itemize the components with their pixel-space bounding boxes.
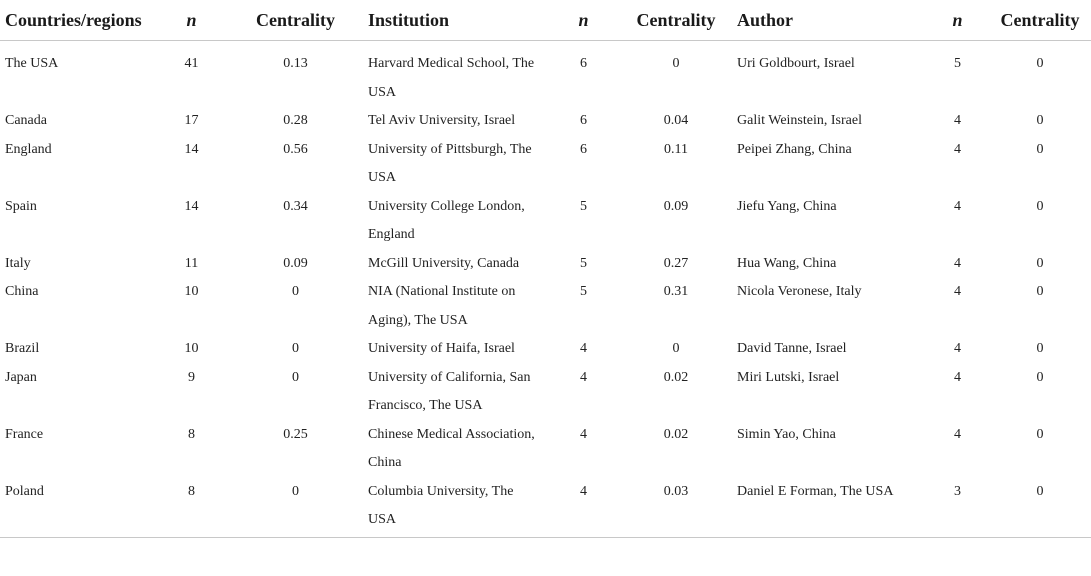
- cell-author: Nicola Veronese, Italy: [737, 284, 862, 299]
- header-institution: Institution: [368, 0, 552, 41]
- header-centrality-author: Centrality: [989, 0, 1091, 41]
- table-row: [0, 278, 1091, 335]
- cell-country: Canada: [5, 113, 47, 128]
- cell-country-centrality: 0.56: [283, 141, 308, 157]
- cell-country-n: 10: [184, 284, 199, 299]
- cell-author-centrality: 0: [1036, 198, 1044, 214]
- cell-country-centrality: 0.28: [283, 113, 308, 128]
- header-n-author: n: [926, 0, 989, 41]
- cell-country-centrality: 0.13: [283, 56, 308, 71]
- cell-country-n: 17: [184, 113, 199, 128]
- cell-country-n: 14: [184, 141, 199, 157]
- cell-country-centrality: 0.34: [283, 198, 308, 214]
- table-row: [0, 193, 1091, 250]
- header-author: Author: [737, 0, 926, 41]
- cell-country: England: [5, 141, 52, 157]
- cell-author: Peipei Zhang, China: [737, 141, 852, 157]
- cell-institution-centrality: 0.04: [663, 113, 689, 128]
- cell-institution-centrality: 0.02: [663, 369, 689, 385]
- cell-author-n: 4: [954, 141, 961, 157]
- cell-country-centrality: 0.09: [283, 255, 308, 271]
- table-row: [0, 136, 1091, 193]
- cell-country-n: 9: [188, 369, 195, 385]
- cell-institution-centrality: 0.31: [663, 284, 689, 299]
- cell-institution-n: 5: [580, 198, 587, 214]
- cell-country-centrality: 0: [292, 369, 299, 385]
- table-row: [0, 107, 1091, 136]
- cell-author: Miri Lutski, Israel: [737, 369, 840, 385]
- cell-institution-n: 6: [580, 56, 587, 71]
- cell-institution-n: 5: [580, 255, 587, 271]
- cell-institution: Columbia University, The USA: [368, 483, 514, 527]
- table-row: [0, 421, 1091, 478]
- cell-author: Simin Yao, China: [737, 426, 836, 442]
- cell-author-n: 4: [954, 198, 961, 214]
- cell-institution-n: 4: [580, 426, 587, 442]
- cell-country: Japan: [5, 369, 37, 385]
- cell-author-centrality: 0: [1036, 369, 1044, 385]
- cell-author-n: 4: [954, 341, 961, 356]
- table-row: [0, 41, 1091, 108]
- header-n-countries: n: [160, 0, 223, 41]
- cell-country-n: 41: [184, 56, 199, 71]
- cell-author-n: 4: [954, 255, 961, 271]
- cell-institution: NIA (National Institute on Aging), The USA: [368, 284, 516, 328]
- header-n-institution: n: [552, 0, 615, 41]
- header-centrality-countries: Centrality: [223, 0, 368, 41]
- cell-institution: Chinese Medical Association, China: [368, 426, 535, 470]
- cell-country-centrality: 0: [292, 483, 299, 499]
- cell-author: David Tanne, Israel: [737, 341, 847, 356]
- cell-country: China: [5, 284, 39, 299]
- cell-institution-n: 4: [580, 341, 587, 356]
- cell-country: The USA: [5, 56, 59, 71]
- cell-author: Hua Wang, China: [737, 255, 837, 271]
- cell-country-centrality: 0.25: [283, 426, 308, 442]
- cell-country-centrality: 0: [292, 341, 299, 356]
- cell-institution-centrality: 0: [672, 341, 680, 356]
- cell-author: Jiefu Yang, China: [737, 198, 837, 214]
- cell-country-n: 8: [188, 483, 195, 499]
- cell-country: Brazil: [5, 341, 40, 356]
- cell-country-n: 14: [184, 198, 199, 214]
- cell-author-n: 4: [954, 369, 961, 385]
- table-body: [0, 41, 1091, 538]
- table-row: [0, 364, 1091, 421]
- cell-author-centrality: 0: [1036, 113, 1044, 128]
- header-centrality-institution: Centrality: [615, 0, 737, 41]
- cell-institution-n: 6: [580, 113, 587, 128]
- cell-author-centrality: 0: [1036, 255, 1044, 271]
- cell-author-centrality: 0: [1036, 284, 1044, 299]
- cell-institution-n: 5: [580, 284, 587, 299]
- cell-author-centrality: 0: [1036, 483, 1044, 499]
- cell-institution-centrality: 0.27: [663, 255, 689, 271]
- cell-author-n: 5: [954, 56, 961, 71]
- cell-author-n: 4: [954, 284, 961, 299]
- cell-institution-centrality: 0: [672, 56, 680, 71]
- cell-institution-centrality: 0.11: [664, 141, 688, 157]
- cell-institution: Tel Aviv University, Israel: [368, 113, 516, 128]
- cell-author-n: 4: [954, 113, 961, 128]
- cell-institution: University of Pittsburgh, The USA: [368, 141, 532, 185]
- cell-author-centrality: 0: [1036, 141, 1044, 157]
- cell-country-n: 10: [184, 341, 199, 356]
- cell-institution: Harvard Medical School, The USA: [368, 56, 535, 100]
- cell-author: Uri Goldbourt, Israel: [737, 56, 855, 71]
- cell-institution-centrality: 0.09: [663, 198, 689, 214]
- cell-country: Poland: [5, 483, 44, 499]
- cell-institution: University of Haifa, Israel: [368, 341, 515, 356]
- cell-author-centrality: 0: [1036, 426, 1044, 442]
- cell-author-centrality: 0: [1036, 341, 1044, 356]
- table-header-row: [0, 0, 1091, 41]
- header-countries: Countries/regions: [0, 0, 160, 41]
- table-row: [0, 250, 1091, 279]
- cell-country: Italy: [5, 255, 31, 271]
- cell-country-n: 8: [188, 426, 195, 442]
- cell-country-centrality: 0: [292, 284, 299, 299]
- cell-country-n: 11: [184, 255, 199, 271]
- cell-institution-centrality: 0.03: [663, 483, 689, 499]
- table-row: [0, 478, 1091, 538]
- cell-institution-n: 4: [580, 483, 587, 499]
- cell-country: France: [5, 426, 44, 442]
- cell-institution-centrality: 0.02: [663, 426, 689, 442]
- cell-author: Daniel E Forman, The USA: [737, 483, 894, 499]
- cell-author-centrality: 0: [1036, 56, 1044, 71]
- cell-institution-n: 4: [580, 369, 587, 385]
- cell-author-n: 4: [954, 426, 961, 442]
- cell-institution: McGill University, Canada: [368, 255, 520, 271]
- table-row: [0, 335, 1091, 364]
- cell-institution: University College London, England: [368, 198, 525, 242]
- cell-institution: University of California, San Francisco, The USA: [368, 369, 531, 413]
- cell-author-n: 3: [954, 483, 961, 499]
- cell-author: Galit Weinstein, Israel: [737, 113, 862, 128]
- cell-country: Spain: [5, 198, 37, 214]
- cell-institution-n: 6: [580, 141, 587, 157]
